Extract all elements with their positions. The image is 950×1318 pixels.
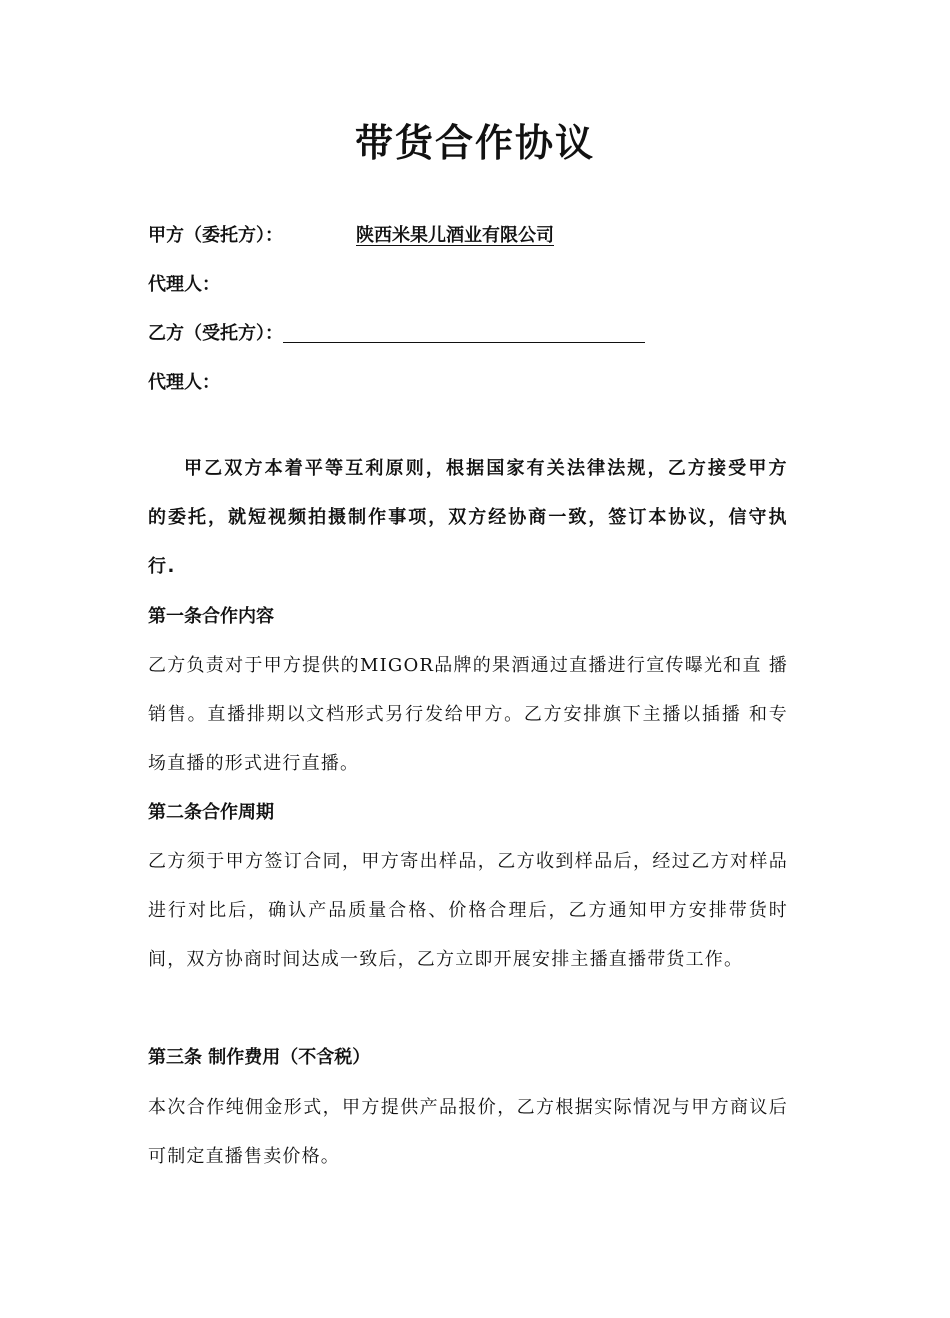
agent-a-label: 代理人： xyxy=(148,274,220,295)
section-1-body: 乙方负责对于甲方提供的MIGOR品牌的果酒通过直播进行宣传曝光和直 播销售。直播排期以文档形式另行发给甲方。乙方安排旗下主播以插播 和专场直播的形式进行直播。 xyxy=(148,655,788,774)
section-1-heading: 第一条合作内容 xyxy=(148,606,274,627)
section-3-body: 本次合作纯佣金形式，甲方提供产品报价，乙方根据实际情况与甲方商议后可制定直播售卖价格。 xyxy=(148,1097,788,1167)
party-a-label: 甲方（委托方）： xyxy=(148,225,283,246)
document-title: 带货合作协议 xyxy=(354,121,595,165)
party-b-blank-line xyxy=(283,320,645,343)
party-a-row xyxy=(148,222,283,250)
section-2-heading: 第二条合作周期 xyxy=(148,802,274,823)
party-a-name: 陕西米果儿酒业有限公司 xyxy=(356,225,554,246)
section-3-heading: 第三条 制作费用（不含税） xyxy=(148,1047,371,1068)
party-b-label: 乙方（受托方）： xyxy=(148,323,283,344)
agent-b-label: 代理人： xyxy=(148,372,220,393)
preamble-paragraph: 甲乙双方本着平等互利原则，根据国家有关法律法规，乙方接受甲方的委托，就短视频拍摄制作事项，双方经协商一致，签订本协议，信守执行. xyxy=(148,458,788,577)
section-2-body: 乙方须于甲方签订合同，甲方寄出样品，乙方收到样品后，经过乙方对样品进行对比后，确认产品质量合格、价格合理后，乙方通知甲方安排带货时间，双方协商时间达成一致后，乙方立即开展安排主播直播带货工作。 xyxy=(148,851,788,970)
party-b-row xyxy=(148,320,645,348)
